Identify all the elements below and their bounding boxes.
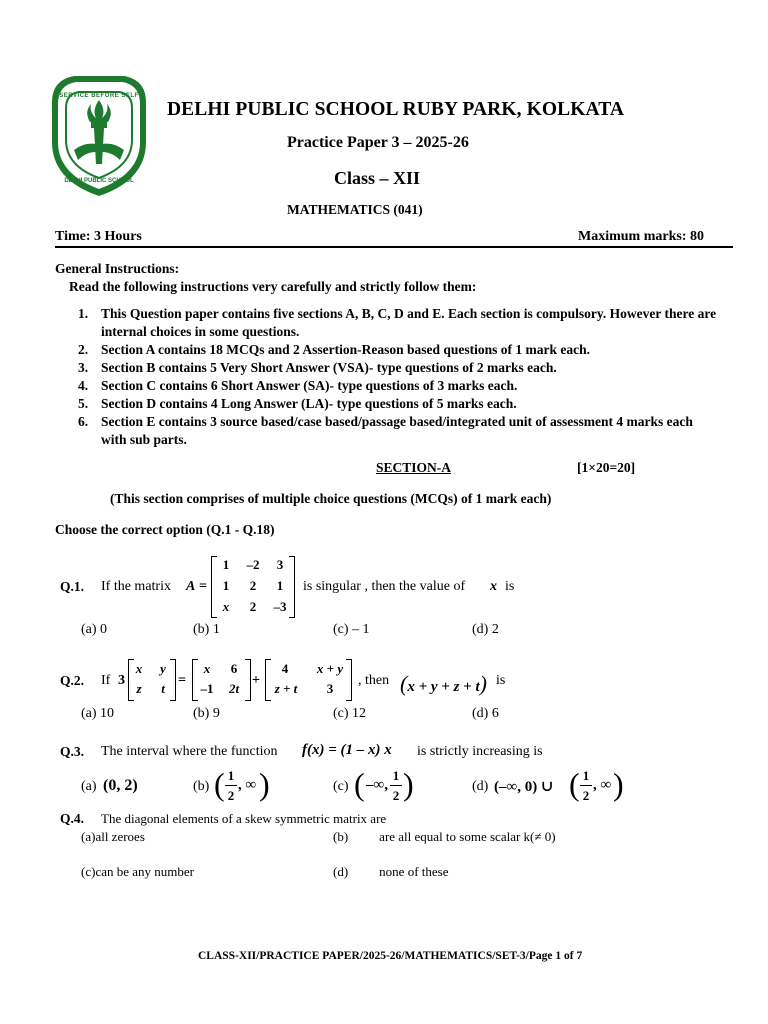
section-title: SECTION-A <box>376 460 452 475</box>
matrix-cell: t <box>161 681 165 696</box>
fraction-bar <box>390 785 402 786</box>
instruction-item <box>78 305 718 341</box>
paren-right: ) <box>479 671 487 696</box>
matrix-a <box>214 557 292 617</box>
option-label: (c) <box>81 864 96 879</box>
option-label: (b) <box>333 829 349 844</box>
question-text: is strictly increasing is <box>417 744 543 759</box>
question-text: is <box>496 673 506 688</box>
instruction-number: 6. <box>78 414 89 429</box>
section-marks: [1×20=20] <box>577 460 636 475</box>
fraction-denominator: 2 <box>392 788 400 803</box>
interval-head: –∞, <box>366 777 388 793</box>
question-text: is singular , then the value of <box>303 579 466 594</box>
matrix-variable: A <box>186 579 196 594</box>
paren-right: ) <box>613 766 624 802</box>
option-label: (d) <box>333 864 349 879</box>
instruction-text: Section E contains 3 source based/case based/passage based/integrated unit of assessment 4 marks each with sub parts. <box>101 414 693 447</box>
matrix-cell: 1 <box>222 557 230 572</box>
instruction-text: Section A contains 18 MCQs and 2 Assertion-Reason based questions of 1 mark each. <box>101 342 591 357</box>
page-footer: CLASS-XII/PRACTICE PAPER/2025-26/MATHEMATICS/SET-3/Page 1 of 7 <box>198 950 583 962</box>
maximum-marks: Maximum marks: 80 <box>578 229 704 244</box>
instruction-text: This Question paper contains five sections A, B, C, D and E. Each section is compulsory. However there are internal choices in some questions. <box>101 306 717 339</box>
question-text: The interval where the function <box>101 744 278 759</box>
option-text: none of these <box>379 864 449 879</box>
interval-head: (–∞, 0) ∪ <box>494 779 554 795</box>
instruction-number: 3. <box>78 360 89 375</box>
fraction-denominator: 2 <box>227 788 235 803</box>
question-number: Q.1. <box>60 579 85 594</box>
fraction-bar <box>225 785 237 786</box>
instruction-text: Section C contains 6 Short Answer (SA)- type questions of 3 marks each. <box>101 378 518 393</box>
paren-left: ( <box>400 671 408 696</box>
paren-left: ( <box>214 766 225 802</box>
instruction-number: 5. <box>78 396 89 411</box>
paren-left: ( <box>354 766 365 802</box>
option-a-value: (0, 2) <box>103 777 138 794</box>
interval-tail: , ∞ <box>593 777 612 793</box>
paren-right: ) <box>403 766 414 802</box>
option-b <box>333 829 556 845</box>
question-text: , then <box>358 673 390 688</box>
question-number: Q.4. <box>60 811 85 826</box>
question-number: Q.2. <box>60 673 85 688</box>
option-a: (a) 0 <box>81 622 108 637</box>
instruction-item <box>78 377 718 395</box>
instruction-item <box>78 395 718 413</box>
matrix-cell: x <box>135 661 143 676</box>
class-title: Class – XII <box>334 168 421 188</box>
matrix-cell: 3 <box>276 557 284 572</box>
section-description: (This section comprises of multiple choice questions (MCQs) of 1 mark each) <box>110 491 552 506</box>
matrix-cell: 3 <box>326 681 334 696</box>
instruction-number: 1. <box>78 306 89 321</box>
logo-motto: SERVICE BEFORE SELF <box>59 93 139 99</box>
instruction-number: 2. <box>78 342 89 357</box>
scalar-coefficient: 3 <box>118 673 125 688</box>
option-c <box>81 864 194 880</box>
interval-tail: , ∞ <box>238 777 257 793</box>
option-c: (c) – 1 <box>333 622 370 637</box>
option-label: (a) <box>81 829 96 844</box>
instruction-item <box>78 413 718 449</box>
option-a: (a) 10 <box>81 706 115 721</box>
matrix-cell: –3 <box>273 599 287 614</box>
matrix-cell: z + t <box>274 681 298 696</box>
fraction-denominator: 2 <box>582 788 590 803</box>
question-text: If the matrix <box>101 579 171 594</box>
matrix-cell: 1 <box>222 578 230 593</box>
option-d: (d) 6 <box>472 706 499 721</box>
instruction-number: 4. <box>78 378 89 393</box>
matrix-cell: 2 <box>249 599 257 614</box>
matrix-cell: 2 <box>249 578 257 593</box>
equals-sign: = <box>178 673 186 688</box>
option-a <box>81 829 145 845</box>
option-b: (b) 9 <box>193 706 220 721</box>
option-d <box>333 864 448 880</box>
instructions-intro: Read the following instructions very carefully and strictly follow them: <box>69 279 477 294</box>
equals-sign: = <box>199 579 207 594</box>
matrix-cell: x <box>222 599 230 614</box>
instructions-title: General Instructions: <box>55 261 180 276</box>
option-b-label: (b) <box>193 779 210 794</box>
question-text: The diagonal elements of a skew symmetric matrix are <box>101 811 387 826</box>
fraction-bar <box>580 785 592 786</box>
question-number: Q.3. <box>60 744 85 759</box>
question-variable: x <box>490 579 497 594</box>
question-text: If <box>101 673 111 688</box>
plus-sign: + <box>252 673 260 688</box>
matrix-cell: x <box>203 661 211 676</box>
question-text: is <box>505 579 515 594</box>
choose-instruction: Choose the correct option (Q.1 - Q.18) <box>55 522 275 537</box>
option-text: can be any number <box>95 864 194 879</box>
matrix-lhs <box>131 661 173 701</box>
matrix-cell: –1 <box>200 681 214 696</box>
function-expression: f(x) = (1 – x) x <box>302 742 392 758</box>
header-divider <box>55 246 733 248</box>
matrix-cell: z <box>136 681 142 696</box>
matrix-cell: 6 <box>230 661 238 676</box>
subject-title: MATHEMATICS (041) <box>287 202 423 217</box>
matrix-cell: 4 <box>281 661 289 676</box>
matrix-cell: –2 <box>246 557 260 572</box>
matrix-rhs-2 <box>268 661 352 701</box>
logo-school-name: DELHI PUBLIC SCHOOL <box>64 178 134 184</box>
paren-right: ) <box>259 766 270 802</box>
instruction-item <box>78 359 718 377</box>
school-name: DELHI PUBLIC SCHOOL RUBY PARK, KOLKATA <box>167 99 625 120</box>
option-d: (d) 2 <box>472 622 499 637</box>
matrix-cell: 2t <box>228 681 240 696</box>
sum-expression <box>400 671 487 697</box>
matrix-cell: y <box>160 661 166 676</box>
matrix-cell: 1 <box>276 578 284 593</box>
fraction-numerator: 1 <box>582 768 590 783</box>
instruction-item <box>78 341 718 359</box>
fraction-numerator: 1 <box>392 768 400 783</box>
option-d-label: (d) <box>472 779 489 794</box>
instruction-text: Section D contains 4 Long Answer (LA)- type questions of 5 marks each. <box>101 396 517 411</box>
option-a-label: (a) <box>81 779 97 794</box>
instruction-text: Section B contains 5 Very Short Answer (VSA)- type questions of 2 marks each. <box>101 360 557 375</box>
expression-text: x + y + z + t <box>407 679 480 695</box>
option-text: are all equal to some scalar k(≠ 0) <box>379 829 556 844</box>
option-text: all zeroes <box>95 829 145 844</box>
option-c: (c) 12 <box>333 706 367 721</box>
option-b: (b) 1 <box>193 622 220 637</box>
option-c-label: (c) <box>333 779 349 794</box>
instructions-list <box>78 305 718 449</box>
paren-left: ( <box>569 766 580 802</box>
fraction-numerator: 1 <box>227 768 235 783</box>
matrix-rhs-1 <box>195 661 249 701</box>
paper-title: Practice Paper 3 – 2025-26 <box>287 134 469 151</box>
exam-time: Time: 3 Hours <box>55 229 142 244</box>
matrix-cell: x + y <box>316 661 344 676</box>
